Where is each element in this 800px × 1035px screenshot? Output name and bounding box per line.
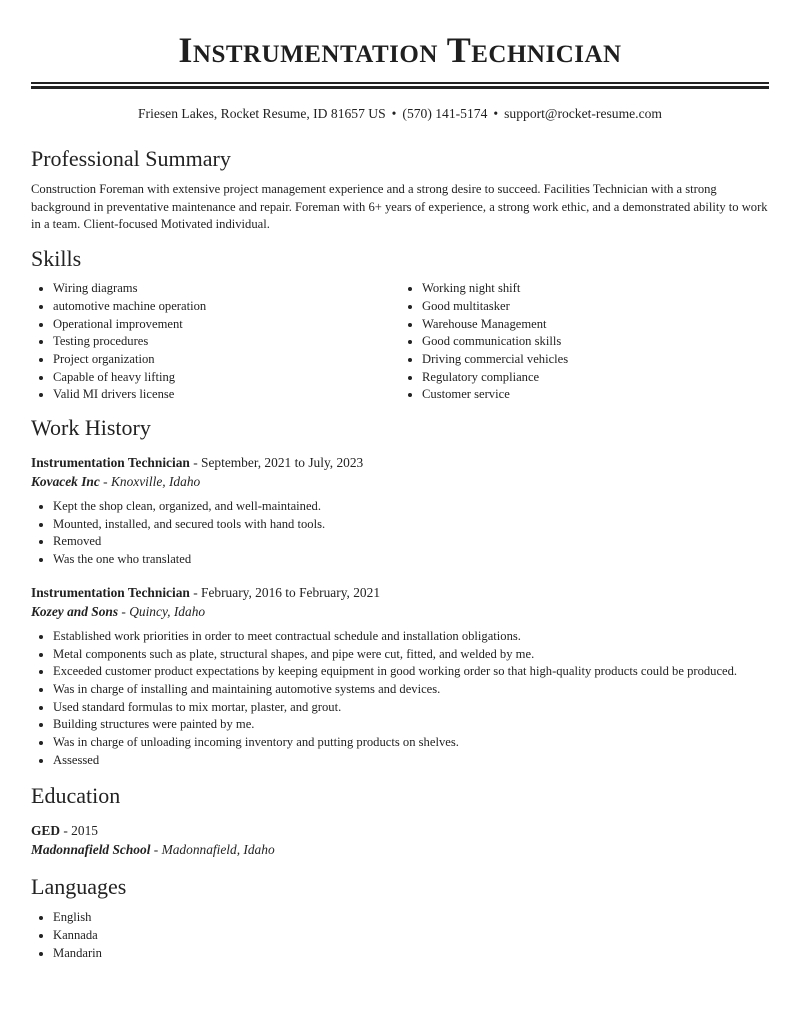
education-degree: GED [31,823,61,839]
section-title-skills: Skills [31,246,82,272]
skill-item: • Testing procedures [53,333,400,351]
job-heading [31,583,769,602]
section-title-summary: Professional Summary [31,146,231,171]
job-dates: - February, 2016 to February, 2021 [189,584,381,600]
skill-item: • Driving commercial vehicles [422,351,769,369]
summary-text: Construction Foreman with extensive project management experience and a strong desire to succeed. Facilities Technician with a strong background in preventative maintenance and repair. Foreman with 6+ years of experience, a strong work ethic, and a demonstrated ability to work in a team. Client-focused Motivated individual. [31,182,768,232]
contact-address: Friesen Lakes, Rocket Resume, ID 81657 US [137,106,386,121]
section-title-languages: Languages [31,874,127,900]
job-duty-item: • Established work priorities in order to meet contractual schedule and installation obligations. [53,628,769,646]
job-location: - Knoxville, Idaho [99,474,201,490]
job-duty-item: • Mounted, installed, and secured tools with hand tools. [53,516,769,534]
section-title-work-history: Work History [31,415,151,441]
skill-item: • Project organization [53,351,400,369]
job-duty-item: • Used standard formulas to mix mortar, plaster, and grout. [53,699,769,717]
skills-columns [31,280,769,404]
job-duty-item: • Assessed [53,752,769,770]
job-duty-item: • Kept the shop clean, organized, and well-maintained. [53,498,769,516]
skill-item: • Good multitasker [422,298,769,316]
job-duty-item: • Was the one who translated [53,551,769,569]
contact-line [31,106,769,122]
job-duty-item: • Was in charge of installing and maintaining automotive systems and devices. [53,681,769,699]
skill-item: • Customer service [422,386,769,404]
section-title-education: Education [31,783,121,809]
header-divider [31,82,769,89]
education-school-line [31,840,769,860]
skills-list-right [400,280,769,404]
job-location: - Quincy, Idaho [118,603,206,619]
languages-list [31,909,769,962]
language-item: • Mandarin [53,945,769,963]
contact-separator: • [391,106,397,121]
contact-separator: • [493,106,499,121]
skills-list-left [31,280,400,404]
skill-item: • Working night shift [422,280,769,298]
job-duty-item: • Metal components such as plate, structural shapes, and pipe were cut, fitted, and welded by me. [53,646,769,664]
contact-email: support@rocket-resume.com [504,106,662,121]
skill-item: • automotive machine operation [53,298,400,316]
job-company: Kovacek Inc [31,474,100,490]
job-duty-item: • Was in charge of unloading incoming inventory and putting products on shelves. [53,734,769,752]
skill-item: • Operational improvement [53,316,400,334]
skill-item: • Regulatory compliance [422,369,769,387]
skill-item: • Warehouse Management [422,316,769,334]
job-duties [31,498,769,569]
job-company: Kozey and Sons [31,603,119,619]
job-heading [31,453,769,472]
job-duty-item: • Exceeded customer product expectations by keeping equipment in good working order so that high-quality products could be produced. [53,663,769,681]
education-heading [31,821,769,840]
language-item: • Kannada [53,927,769,945]
education-year: - 2015 [60,823,98,839]
job-employer [31,602,769,622]
skill-item: • Wiring diagrams [53,280,400,298]
skill-item: • Good communication skills [422,333,769,351]
job-role: Instrumentation Technician [31,584,190,600]
job-role: Instrumentation Technician [31,455,190,471]
contact-phone: (570) 141-5174 [402,106,488,121]
skill-item: • Capable of heavy lifting [53,369,400,387]
job-entry [31,583,769,770]
education-school: Madonnafield School [31,842,151,858]
education-location: - Madonnafield, Idaho [150,842,275,858]
job-employer [31,472,769,492]
job-duty-item: • Building structures were painted by me. [53,716,769,734]
job-duties [31,628,769,770]
job-entry [31,453,769,569]
skill-item: • Valid MI drivers license [53,386,400,404]
job-dates: - September, 2021 to July, 2023 [189,455,364,471]
job-duty-item: • Removed [53,533,769,551]
language-item: • English [53,909,769,927]
resume-name: Instrumentation Technician [178,30,622,70]
